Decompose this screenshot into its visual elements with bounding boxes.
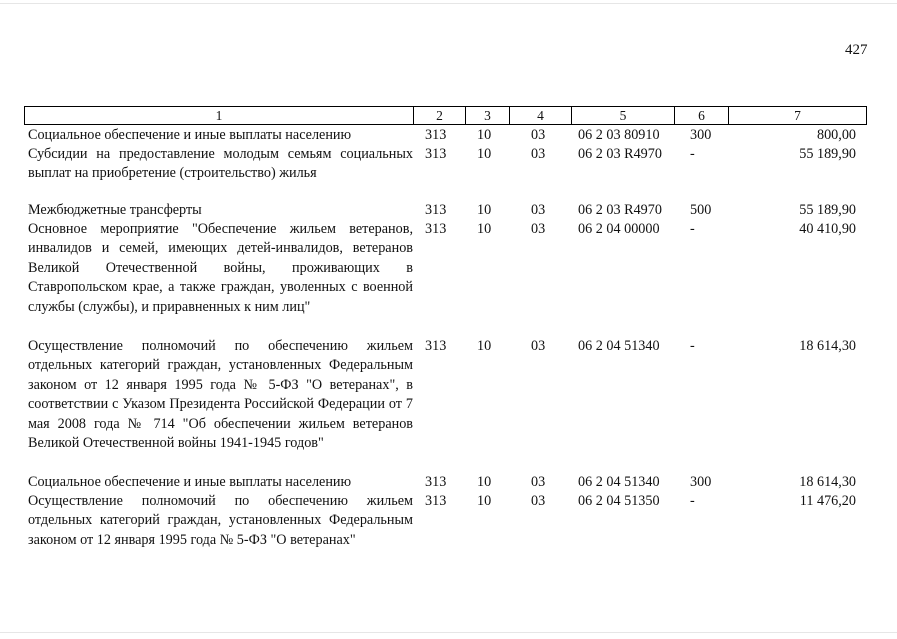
scan-edge-top <box>0 3 897 4</box>
row-col-3: 10 <box>477 127 492 143</box>
row-col-7: 40 410,90 <box>799 221 856 237</box>
row-col-7: 11 476,20 <box>799 493 856 509</box>
row-col-3: 10 <box>477 338 492 354</box>
row-col-6: - <box>690 338 695 354</box>
row-name: Осуществление полномочий по обеспечению жильем отдельных категорий граждан, установленных Федеральным законом от 12 января 1995 года № 5-ФЗ "О ветеранах" <box>28 493 413 548</box>
header-cell-4: 4 <box>509 106 572 125</box>
row-col-5: 06 2 04 51340 <box>578 338 660 354</box>
row-col-6: 300 <box>690 474 712 490</box>
row-col-3: 10 <box>477 474 492 490</box>
row-col-5: 06 2 04 51350 <box>578 493 660 509</box>
scan-edge-bottom <box>0 632 897 633</box>
row-col-5: 06 2 03 R4970 <box>578 146 662 162</box>
header-cell-2: 2 <box>413 106 466 125</box>
row-col-2: 313 <box>425 202 447 218</box>
header-cell-5: 5 <box>571 106 675 125</box>
row-col-4: 03 <box>531 338 546 354</box>
row-col-2: 313 <box>425 474 447 490</box>
row-col-3: 10 <box>477 202 492 218</box>
page-number: 427 <box>845 42 868 58</box>
row-col-7: 55 189,90 <box>799 146 856 162</box>
row-col-3: 10 <box>477 146 492 162</box>
row-col-2: 313 <box>425 493 447 509</box>
row-col-4: 03 <box>531 474 546 490</box>
row-name: Осуществление полномочий по обеспечению жильем отдельных категорий граждан, установленных Федеральным законом от 12 января 1995 года № 5-ФЗ "О ветеранах", в соответствии с Указом Президента Российской Федерации от 7 мая 2008 года № 714 "Об обеспечении жильем ветеранов Великой Отечественной войны 1941-1945 годов" <box>28 338 413 452</box>
row-name: Социальное обеспечение и иные выплаты населению <box>28 127 352 143</box>
row-col-5: 06 2 03 80910 <box>578 127 660 143</box>
row-col-6: - <box>690 146 695 162</box>
row-col-2: 313 <box>425 127 447 143</box>
row-col-6: 500 <box>690 202 712 218</box>
row-col-5: 06 2 04 51340 <box>578 474 660 490</box>
row-col-6: - <box>690 221 695 237</box>
row-name: Межбюджетные трансферты <box>28 202 202 218</box>
row-col-7: 55 189,90 <box>799 202 856 218</box>
row-col-7: 18 614,30 <box>799 474 856 490</box>
row-col-2: 313 <box>425 338 447 354</box>
row-col-6: - <box>690 493 695 509</box>
row-col-5: 06 2 04 00000 <box>578 221 660 237</box>
row-col-2: 313 <box>425 221 447 237</box>
row-col-5: 06 2 03 R4970 <box>578 202 662 218</box>
header-cell-1: 1 <box>24 106 414 125</box>
row-col-4: 03 <box>531 221 546 237</box>
row-name: Основное мероприятие "Обеспечение жильем ветеранов, инвалидов и семей, имеющих детей-инвалидов, ветеранов Великой Отечественной войны, проживающих в Ставропольском крае, а также граждан, уволенных с военной службы (службы), и приравненных к ним лиц" <box>28 221 413 315</box>
row-col-4: 03 <box>531 146 546 162</box>
row-col-3: 10 <box>477 493 492 509</box>
row-name: Субсидии на предоставление молодым семьям социальных выплат на приобретение (строительство) жилья <box>28 146 413 182</box>
row-col-4: 03 <box>531 127 546 143</box>
row-col-3: 10 <box>477 221 492 237</box>
row-col-4: 03 <box>531 202 546 218</box>
row-col-2: 313 <box>425 146 447 162</box>
row-col-6: 300 <box>690 127 712 143</box>
row-col-4: 03 <box>531 493 546 509</box>
header-cell-3: 3 <box>465 106 510 125</box>
header-cell-6: 6 <box>674 106 729 125</box>
row-col-7: 18 614,30 <box>799 338 856 354</box>
header-cell-7: 7 <box>728 106 867 125</box>
row-col-7: 800,00 <box>816 127 856 143</box>
row-name: Социальное обеспечение и иные выплаты населению <box>28 474 352 490</box>
table-header <box>24 106 867 125</box>
